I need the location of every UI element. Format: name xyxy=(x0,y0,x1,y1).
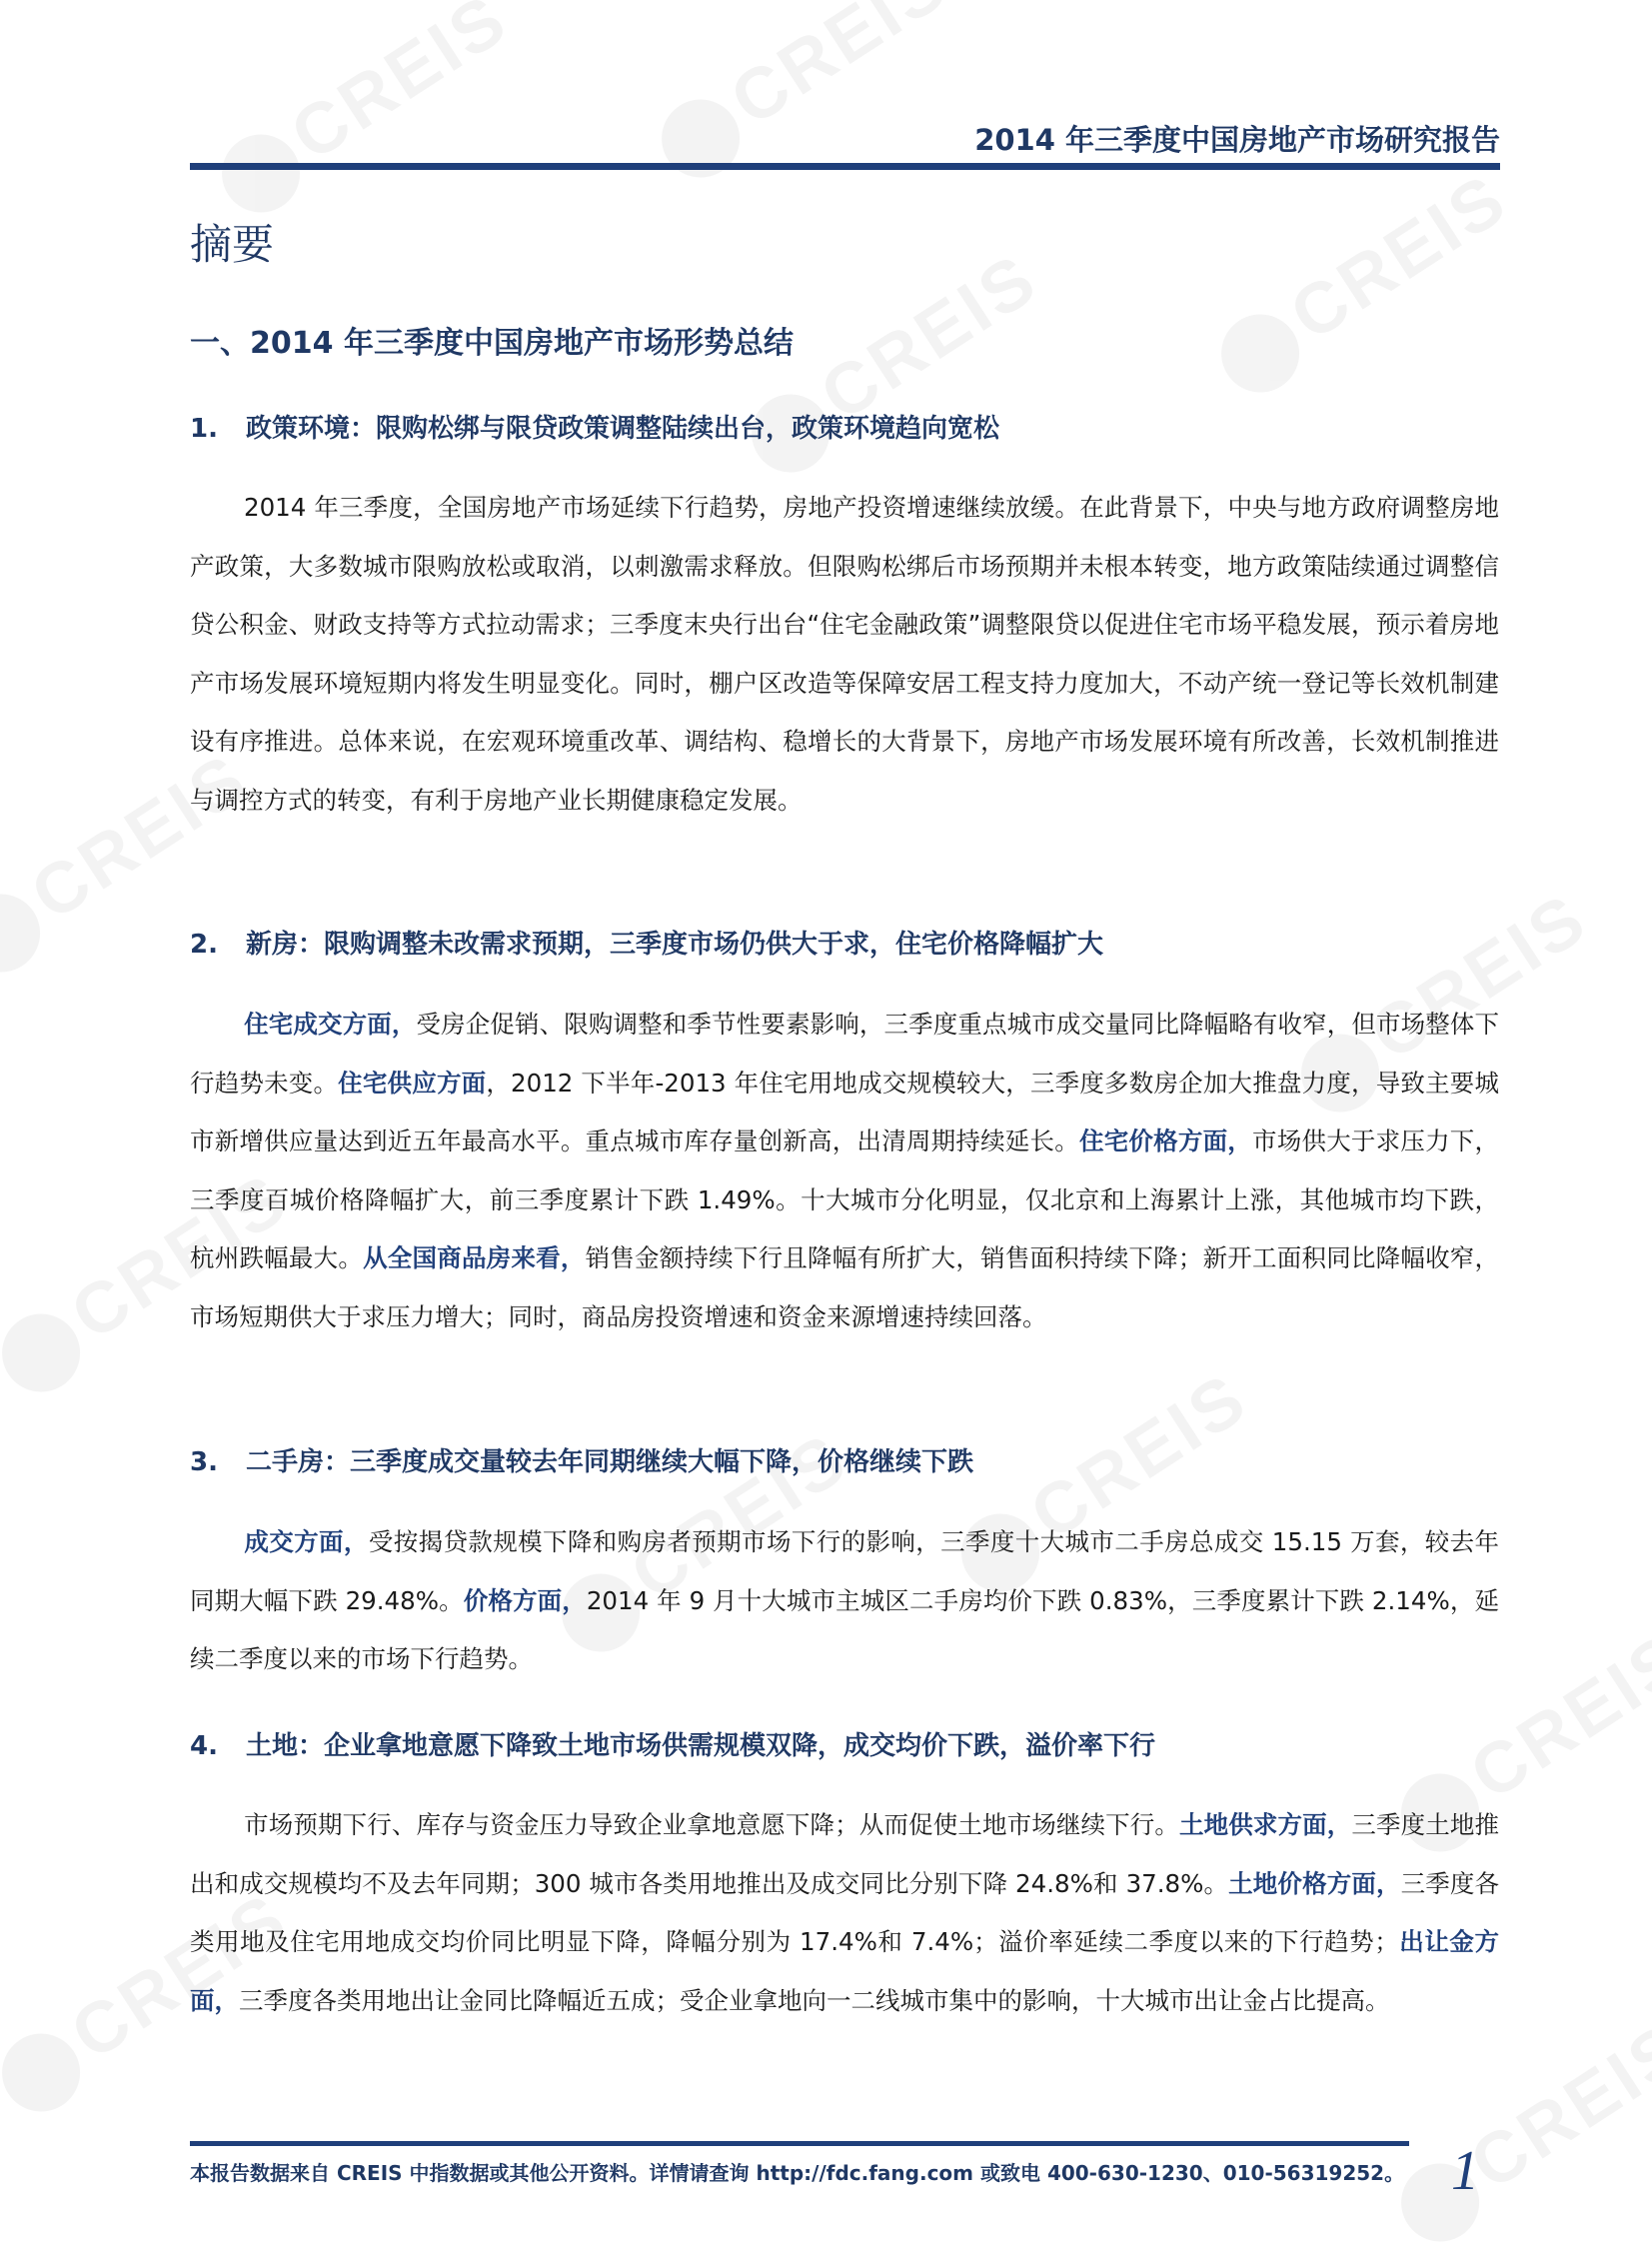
highlight-phrase: 出让金方面， xyxy=(190,1927,1499,2015)
subsection-number: 1. xyxy=(190,414,218,444)
highlight-phrase: 住宅价格方面， xyxy=(1078,1127,1253,1155)
logo-disc-icon xyxy=(1206,300,1314,408)
paragraph-second-hand xyxy=(190,1513,1499,1689)
subsection-title: 土地：企业拿地意愿下降致土地市场供需规模双降，成交均价下跌，溢价率下行 xyxy=(246,1731,1156,1761)
footer-divider xyxy=(190,2141,1409,2146)
logo-disc-icon xyxy=(0,1299,95,1407)
subsection-heading-land xyxy=(190,1725,1155,1762)
body-text: 市场预期下行、库存与资金压力导致企业拿地意愿下降；从而促使土地市场继续下行。 xyxy=(244,1810,1179,1839)
subsection-number: 2. xyxy=(190,930,218,960)
body-text: ，2012 下半年-2013 年住宅用地成交规模较大，三季度多数房企加大推盘力度，导致主要城市新增供应量达到近五年最高水平。重点城市库存量创新高，出清周期持续延长。 xyxy=(190,1068,1499,1155)
body-text: 受房企促销、限购调整和季节性要素影响，三季度重点城市成交量同比降幅略有收窄，但市场整体下行趋势未变。 xyxy=(190,1010,1500,1098)
header-divider xyxy=(190,163,1500,170)
subsection-heading-policy xyxy=(190,408,999,445)
body-text: 三季度土地推出和成交规模均不及去年同期；300 城市各类用地推出及成交同比分别下降 24.8%和 37.8%。 xyxy=(190,1810,1500,1898)
highlight-phrase: 土地供求方面， xyxy=(1178,1810,1352,1839)
section-title: 一、2014 年三季度中国房地产市场形势总结 xyxy=(190,326,794,361)
subsection-title: 二手房：三季度成交量较去年同期继续大幅下降，价格继续下跌 xyxy=(246,1447,974,1477)
body-text: 市场供大于求压力下，三季度百城价格降幅扩大，前三季度累计下跌 1.49%。十大城市分化明显，仅北京和上海累计上涨，其他城市均下跌，杭州跌幅最大。 xyxy=(190,1127,1500,1272)
body-text: 2014 年 9 月十大城市主城区二手房均价下跌 0.83%，三季度累计下跌 2.14%，延续二季度以来的市场下行趋势。 xyxy=(190,1585,1499,1673)
highlight-phrase: 从全国商品房来看， xyxy=(363,1243,586,1272)
highlight-phrase: 住宅供应方面 xyxy=(338,1068,487,1098)
watermark xyxy=(1202,158,1523,408)
body-text: 受按揭贷款规模下降和购房者预期市场下行的影响，三季度十大城市二手房总成交 15.15 万套，较去年同期大幅下跌 29.48%。 xyxy=(190,1527,1500,1615)
watermark xyxy=(1382,2007,1652,2256)
highlight-phrase: 成交方面， xyxy=(244,1527,369,1556)
subsection-title: 新房：限购调整未改需求预期，三季度市场仍供大于求，住宅价格降幅扩大 xyxy=(246,930,1104,960)
watermark xyxy=(733,238,1053,488)
highlight-phrase: 价格方面， xyxy=(463,1585,587,1615)
body-text: 2014 年三季度，全国房地产市场延续下行趋势，房地产投资增速继续放缓。在此背景下，中央与地方政府调整房地产政策，大多数城市限购放松或取消，以刺激需求释放。但限购松绑后市场预期并未根本转变，地方政策陆续通过调整信贷公积金、财政支持等方式拉动需求；三季度末央行出台“住宅金融政策”调整限贷以促进住宅市场平稳发展，预示着房地产市场发展环境短期内将发生明显变化。同时，棚户区改造等保障安居工程支持力度加大，不动产统一登记等长效机制建设有序推进。总体来说，在宏观环境重改革、调结构、稳增长的大背景下，房地产市场发展环境有所改善，长效机制推进与调控方式的转变，有利于房地产业长期健康稳定发展。 xyxy=(190,493,1499,815)
body-text: 三季度各类用地出让金同比降幅近五成；受企业拿地向一二线城市集中的影响，十大城市出让金占比提高。 xyxy=(239,1985,1390,2015)
logo-disc-icon xyxy=(0,880,55,988)
highlight-phrase: 土地价格方面， xyxy=(1228,1868,1401,1898)
abstract-title: 摘要 xyxy=(190,220,275,269)
subsection-heading-second-hand xyxy=(190,1441,973,1478)
logo-disc-icon xyxy=(647,85,755,193)
paragraph-new-housing xyxy=(190,996,1499,1346)
footer-note: 本报告数据来自 CREIS 中指数据或其他公开资料。详情请查询 http://fdc.fang.com 或致电 400-630-1230、010-56319252。 xyxy=(190,2161,1405,2185)
page-number: 1 xyxy=(1451,2140,1479,2202)
subsection-title: 政策环境：限购松绑与限贷政策调整陆续出台，政策环境趋向宽松 xyxy=(246,414,1000,444)
body-text: 销售金额持续下行且降幅有所扩大，销售面积持续下降；新开工面积同比降幅收窄，市场短期供大于求压力增大；同时，商品房投资增速和资金来源增速持续回落。 xyxy=(190,1243,1500,1331)
subsection-number: 3. xyxy=(190,1447,218,1477)
paragraph-land xyxy=(190,1796,1499,2030)
paragraph-policy xyxy=(190,479,1499,830)
highlight-phrase: 住宅成交方面， xyxy=(244,1010,417,1039)
body-text: 三季度各类用地及住宅用地成交均价同比明显下降，降幅分别为 17.4%和 7.4%；溢价率延续二季度以来的下行趋势； xyxy=(190,1868,1500,1956)
report-header-title: 2014 年三季度中国房地产市场研究报告 xyxy=(974,123,1500,157)
subsection-heading-new-housing xyxy=(190,924,1103,961)
subsection-number: 4. xyxy=(190,1731,218,1761)
logo-disc-icon xyxy=(0,2019,95,2127)
watermark xyxy=(203,0,524,227)
